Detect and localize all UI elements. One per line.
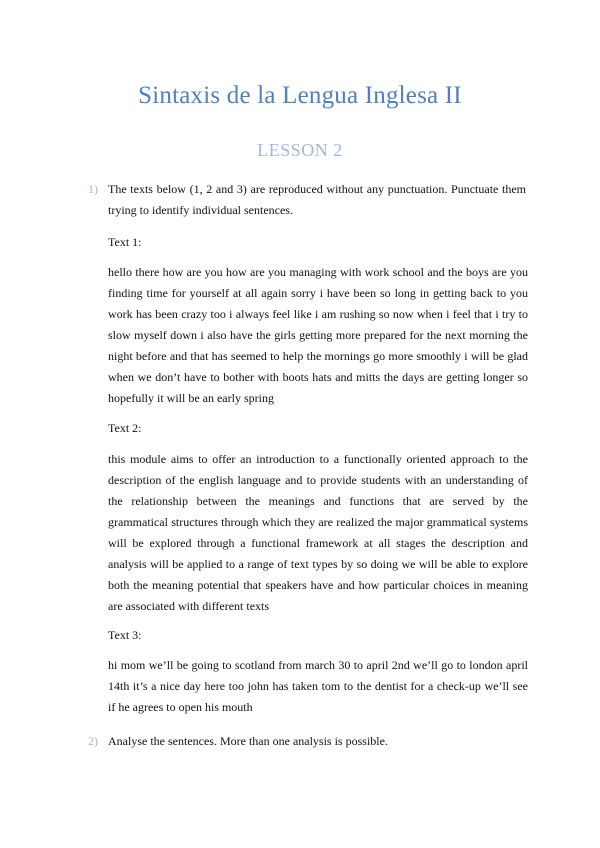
item-instruction: The texts below (1, 2 and 3) are reproduced without any punctuation. Punctuate them trying to identify individual sentences. xyxy=(108,182,526,217)
text-label: Text 3: xyxy=(108,628,142,642)
item-number: 2) xyxy=(88,734,98,748)
text-label: Text 2: xyxy=(108,421,142,435)
text-label: Text 1: xyxy=(108,235,142,249)
item-number: 1) xyxy=(88,182,98,196)
text-body: this module aims to offer an introduction to a functionally oriented approach to the description of the english language and to provide students with an understanding of the relationship between the meanings and functions that are served by the grammatical structures through which they are realized the major grammatical systems will be explored through a functional framework at all stages the description and analysis will be applied to a range of text types by so doing we will be able to explore both the meaning potential that speakers have and how particular choices in meaning are associated with different texts xyxy=(108,452,528,613)
item-instruction: Analyse the sentences. More than one analysis is possible. xyxy=(108,734,388,748)
text-body: hello there how are you how are you managing with work school and the boys are you finding time for yourself at all again sorry i have been so long in getting back to you work has been crazy too i always feel like i am rushing so now when i feel that i try to slow myself down i also have the girls getting more prepared for the next morning the night before and that has seemed to help the mornings go more smoothly i will be glad when we don’t have to bother with boots hats and mitts the days are getting longer so hopefully it will be an early spring xyxy=(108,265,528,405)
document-title: Sintaxis de la Lengua Inglesa II xyxy=(138,82,462,109)
text-body: hi mom we’ll be going to scotland from march 30 to april 2nd we’ll go to london april 14th it’s a nice day here too john has taken tom to the dentist for a check-up we’ll see if he agrees to open his mouth xyxy=(108,658,528,714)
lesson-heading: LESSON 2 xyxy=(257,140,343,160)
